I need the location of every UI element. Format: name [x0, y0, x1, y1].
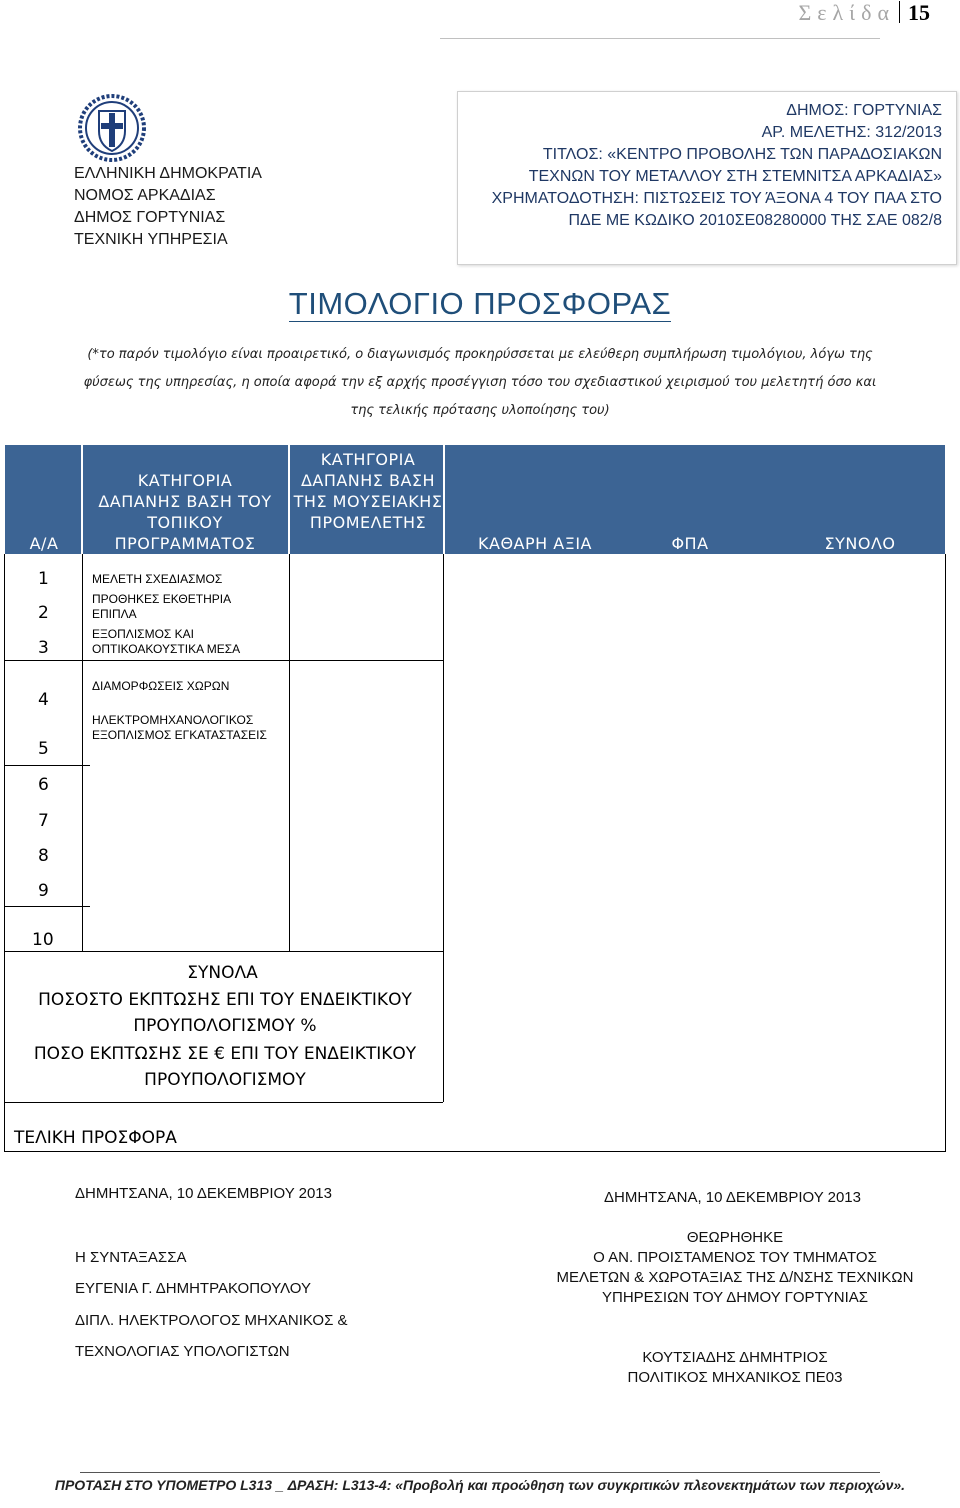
right-name: ΚΟΥΤΣΙΑΔΗΣ ΔΗΜΗΤΡΙΟΣ: [642, 1349, 828, 1366]
discount-percent-label: ΠΟΣΟΣΤΟ ΕΚΠΤΩΣΗΣ ΕΠΙ ΤΟΥ ΕΝΔΕΙΚΤΙΚΟΥ ΠΡΟΥΠΟΛΟΓΙΣΜΟΥ %: [38, 990, 412, 1036]
col-divider-aa: [82, 554, 83, 952]
row-divider: [4, 765, 90, 766]
item-label: ΕΞΟΠΛΙΣΜΟΣ ΚΑΙ ΟΠΤΙΚΟΑΚΟΥΣΤΙΚΑ ΜΕΣΑ: [92, 627, 241, 656]
project-info-line: ΠΔΕ ΜΕ ΚΩΔΙΚΟ 2010ΣΕ08280000 ΤΗΣ ΣΑΕ 082/8: [568, 212, 942, 229]
project-info-line: ΑΡ. ΜΕΛΕΤΗΣ: 312/2013: [761, 124, 942, 141]
header-aa: Α/Α: [29, 534, 59, 553]
issuer-line: ΔΗΜΟΣ ΓΟΡΤΥΝΙΑΣ: [74, 209, 226, 226]
item-label: ΗΛΕΚΤΡΟΜΗΧΑΝΟΛΟΓΙΚΟΣ ΕΞΟΠΛΙΣΜΟΣ ΕΓΚΑΤΑΣΤΑΣΕΙΣ: [92, 713, 267, 742]
note-paragraph: [70, 341, 890, 425]
project-info-line: ΤΙΤΛΟΣ: «ΚΕΝΤΡΟ ΠΡΟΒΟΛΗΣ ΤΩΝ ΠΑΡΑΔΟΣΙΑΚΩΝ: [542, 146, 942, 163]
row-divider: [4, 660, 443, 661]
left-role: Η ΣΥΝΤΑΞΑΣΣΑ: [75, 1249, 187, 1266]
row-number: 10: [32, 930, 54, 950]
row-number: 7: [38, 811, 49, 831]
row-divider: [4, 1102, 443, 1103]
header-vat: ΦΠΑ: [671, 534, 709, 553]
row-number: 3: [38, 638, 49, 658]
row-divider: [4, 951, 443, 952]
project-info-line: ΤΕΧΝΩΝ ΤΟΥ ΜΕΤΑΛΛΟΥ ΣΤΗ ΣΤΕΜΝΙΤΣΑ ΑΡΚΑΔΙΑΣ»: [528, 168, 942, 185]
row-number: 5: [38, 739, 49, 759]
right-role-2: ΜΕΛΕΤΩΝ & ΧΩΡΟΤΑΞΙΑΣ ΤΗΣ Δ/ΝΣΗΣ ΤΕΧΝΙΚΩΝ: [556, 1269, 914, 1286]
right-role-3: ΥΠΗΡΕΣΙΩΝ ΤΟΥ ΔΗΜΟΥ ΓΟΡΤΥΝΙΑΣ: [601, 1289, 869, 1306]
row-number: 6: [38, 775, 49, 795]
note-line: της τελικής πρότασης υλοποίησης του): [350, 403, 610, 418]
header-category-local: ΚΑΤΗΓΟΡΙΑ ΔΑΠΑΝΗΣ ΒΑΣΗ ΤΟΥ ΤΟΠΙΚΟΥ ΠΡΟΓΡΑΜΜΑΤΟΣ: [98, 471, 272, 553]
item-label: ΠΡΟΘΗΚΕΣ ΕΚΘΕΤΗΡΙΑ ΕΠΙΠΛΑ: [92, 592, 231, 621]
final-offer-label: ΤΕΛΙΚΗ ΠΡΟΣΦΟΡΑ: [14, 1128, 177, 1148]
right-seen: ΘΕΩΡΗΘΗΚΕ: [686, 1229, 784, 1246]
left-title-2: ΤΕΧΝΟΛΟΓΙΑΣ ΥΠΟΛΟΓΙΣΤΩΝ: [75, 1343, 290, 1360]
header-net-value: ΚΑΘΑΡΗ ΑΞΙΑ: [478, 534, 592, 553]
row-number: 2: [38, 603, 49, 623]
issuer-line: ΤΕΧΝΙΚΗ ΥΠΗΡΕΣΙΑ: [74, 231, 228, 248]
row-number: 8: [38, 846, 49, 866]
row-divider: [4, 906, 90, 907]
item-label: ΔΙΑΜΟΡΦΩΣΕΙΣ ΧΩΡΩΝ: [92, 679, 230, 693]
note-line: (*το παρόν τιμολόγιο είναι προαιρετικό, ο διαγωνισμός προκηρύσσεται με ελεύθερη συμπλήρωση τιμολόγιου, λόγω της: [87, 347, 873, 362]
page-separator: [899, 1, 900, 23]
table-header: [5, 445, 945, 554]
project-info-line: ΔΗΜΟΣ: ΓΟΡΤΥΝΙΑΣ: [786, 102, 942, 119]
item-label: ΜΕΛΕΤΗ ΣΧΕΔΙΑΣΜΟΣ: [92, 572, 223, 586]
table-border-bottom: [4, 1151, 946, 1152]
document-title: ΤΙΜΟΛΟΓΙΟ ΠΡΟΣΦΟΡΑΣ: [288, 286, 672, 321]
left-date: ΔΗΜΗΤΣΑΝΑ, 10 ΔΕΚΕΜΒΡΙΟΥ 2013: [75, 1185, 332, 1202]
issuer-line: ΕΛΛΗΝΙΚΗ ΔΗΜΟΚΡΑΤΙΑ: [74, 165, 262, 182]
greek-emblem-icon: [77, 93, 147, 163]
row-number: 1: [38, 569, 49, 589]
col-divider-museum: [443, 554, 444, 1102]
footer-text: ΠΡΟΤΑΣΗ ΣΤΟ ΥΠΟΜΕΤΡΟ L313 _ ΔΡΑΣΗ: L313-4: «Προβολή και προώθηση των συγκριτικών πλεονεκτημάτων των περιοχών».: [54, 1477, 906, 1493]
footer-rule: [80, 1472, 880, 1473]
right-title: ΠΟΛΙΤΙΚΟΣ ΜΗΧΑΝΙΚΟΣ ΠΕ03: [627, 1369, 843, 1386]
header-category-museum: ΚΑΤΗΓΟΡΙΑ ΔΑΠΑΝΗΣ ΒΑΣΗ ΤΗΣ ΜΟΥΣΕΙΑΚΗΣ ΠΡΟΜΕΛΕΤΗΣ: [293, 450, 443, 532]
header-total: ΣΥΝΟΛΟ: [824, 534, 896, 553]
project-info-line: ΧΡΗΜΑΤΟΔΟΤΗΣΗ: ΠΙΣΤΩΣΕΙΣ ΤΟΥ ΆΞΟΝΑ 4 ΤΟΥ ΠΑΑ ΣΤΟ: [491, 190, 942, 207]
page-label: Σελίδα: [798, 0, 895, 25]
issuer-line: ΝΟΜΟΣ ΑΡΚΑΔΙΑΣ: [74, 187, 216, 204]
row-number: 9: [38, 881, 49, 901]
totals-label: ΣΥΝΟΛΑ: [187, 963, 258, 983]
header-rule: [440, 38, 880, 39]
right-role-1: Ο ΑΝ. ΠΡΟΙΣΤΑΜΕΝΟΣ ΤΟΥ ΤΜΗΜΑΤΟΣ: [593, 1249, 877, 1266]
table-border-left: [4, 554, 5, 1152]
page-number: 15: [908, 0, 930, 25]
left-title-1: ΔΙΠΛ. ΗΛΕΚΤΡΟΛΟΓΟΣ ΜΗΧΑΝΙΚΟΣ &: [75, 1312, 348, 1329]
issuer-block: [74, 163, 314, 251]
discount-amount-label: ΠΟΣΟ ΕΚΠΤΩΣΗΣ ΣΕ € ΕΠΙ ΤΟΥ ΕΝΔΕΙΚΤΙΚΟΥ ΠΡΟΥΠΟΛΟΓΙΣΜΟΥ: [33, 1044, 417, 1090]
row-number: 4: [38, 690, 49, 710]
table-border-right: [945, 554, 946, 1152]
right-date: ΔΗΜΗΤΣΑΝΑ, 10 ΔΕΚΕΜΒΡΙΟΥ 2013: [604, 1189, 861, 1206]
project-info-box: [457, 91, 957, 265]
page-header: [600, 0, 930, 32]
left-name: ΕΥΓΕΝΙΑ Γ. ΔΗΜΗΤΡΑΚΟΠΟΥΛΟΥ: [75, 1280, 311, 1297]
col-divider-local: [289, 554, 290, 952]
note-line: φύσεως της υπηρεσίας, η οποία αφορά την εξ αρχής προσέγγιση τόσο του σχεδιαστικού χειρισμού του μελετητή όσο και: [83, 375, 877, 390]
